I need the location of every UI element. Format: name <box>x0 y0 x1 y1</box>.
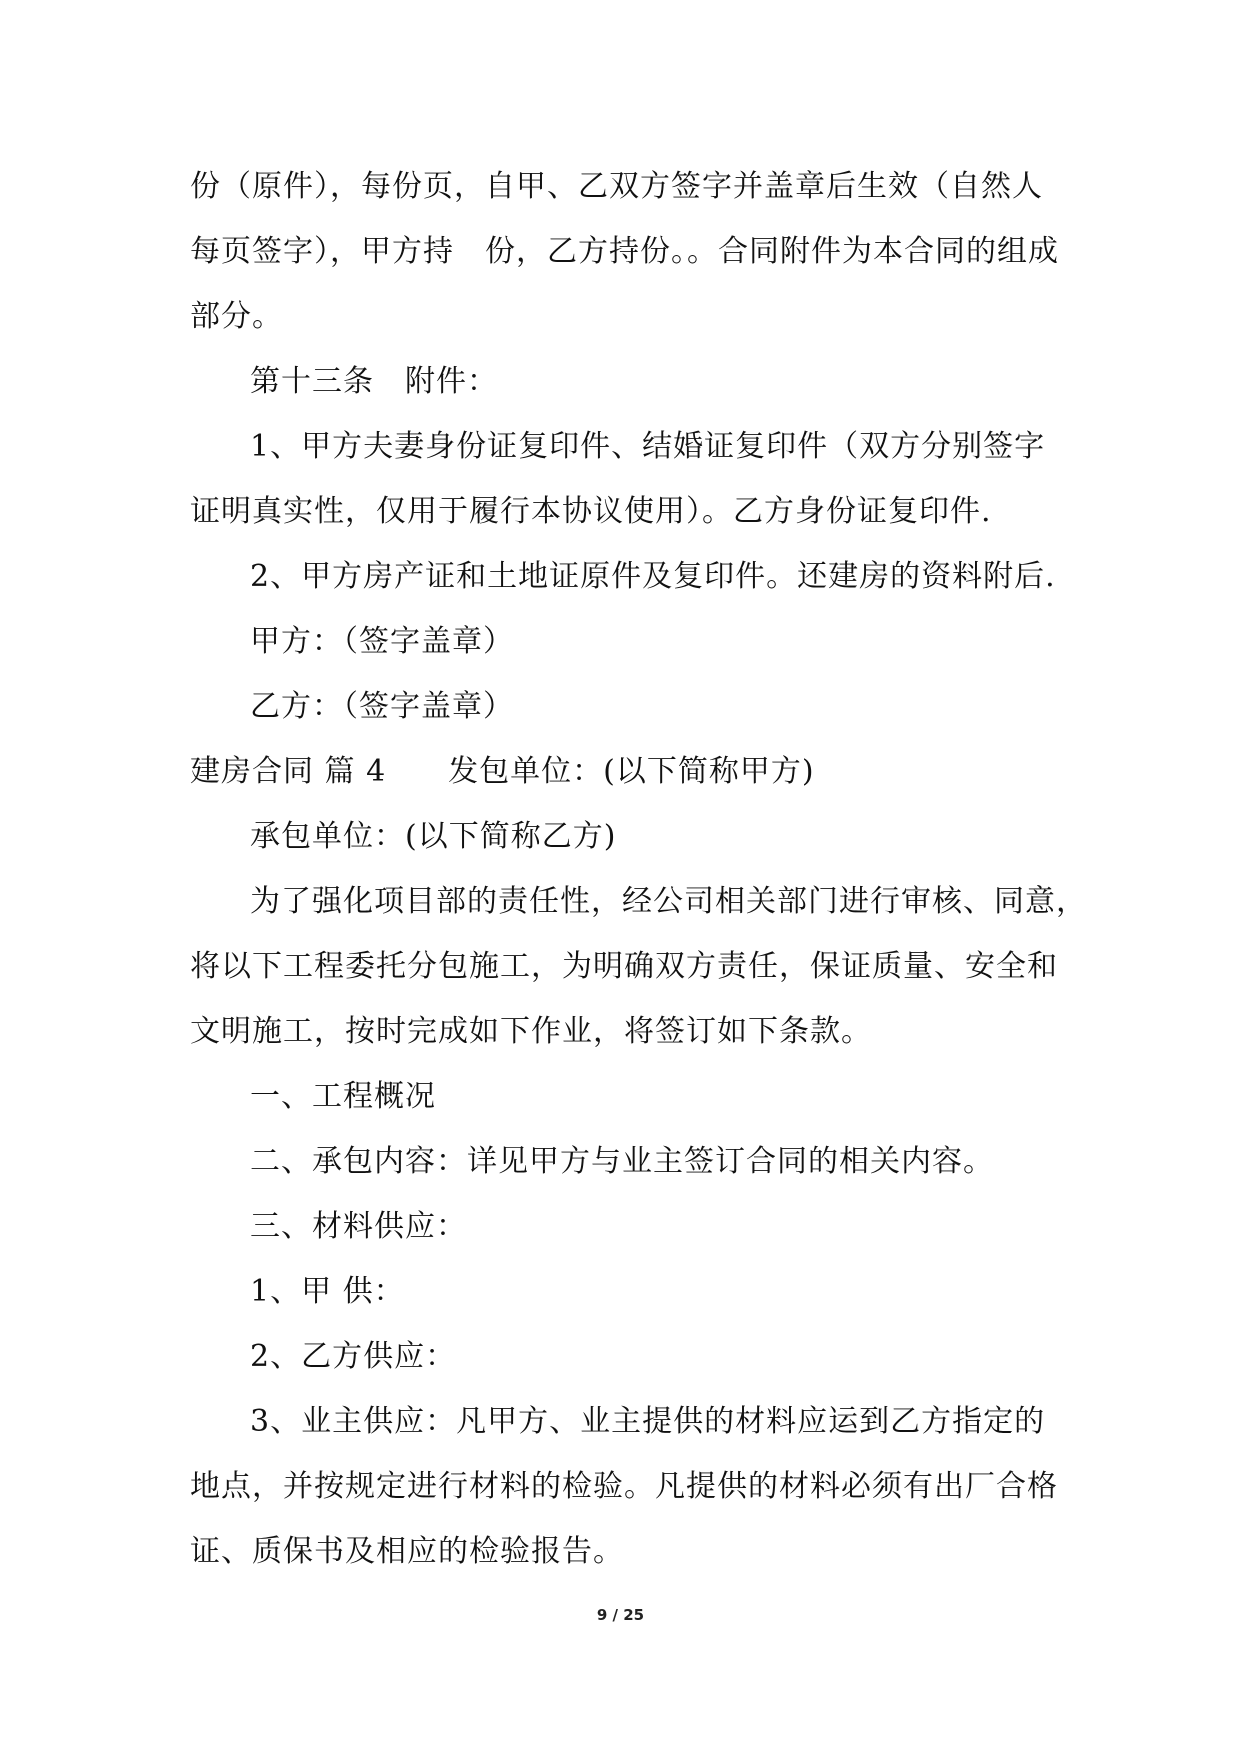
text-line: 证、质保书及相应的检验报告。 <box>190 1534 624 1569</box>
text-line: 份（原件），每份页，自甲、乙双方签字并盖章后生效（自然人 <box>190 169 1043 204</box>
text-line: 2、乙方供应： <box>250 1339 457 1374</box>
text-line: 地点，并按规定进行材料的检验。凡提供的材料必须有出厂合格 <box>190 1469 1058 1504</box>
text-line: 每页签字），甲方持 份，乙方持份。。合同附件为本合同的组成 <box>190 234 1059 269</box>
text-line: 一、工程概况 <box>250 1079 436 1114</box>
text-line: 第十三条 附件： <box>250 364 498 399</box>
text-line: 乙方：（签字盖章） <box>250 689 514 724</box>
text-line: 承包单位：(以下简称乙方) <box>250 819 617 854</box>
text-line: 文明施工，按时完成如下作业，将签订如下条款。 <box>190 1014 872 1049</box>
text-line: 甲方：（签字盖章） <box>250 624 514 659</box>
text-line: 为了强化项目部的责任性，经公司相关部门进行审核、同意， <box>250 884 1087 919</box>
text-line: 1、甲 供： <box>250 1274 405 1309</box>
text-line: 部分。 <box>190 299 283 334</box>
text-line: 建房合同 篇 4 发包单位：(以下简称甲方) <box>190 754 815 789</box>
text-line: 将以下工程委托分包施工，为明确双方责任，保证质量、安全和 <box>190 949 1058 984</box>
page-number: 9 / 25 <box>596 1606 645 1624</box>
text-line: 3、业主供应：凡甲方、业主提供的材料应运到乙方指定的 <box>250 1404 1046 1439</box>
text-line: 证明真实性，仅用于履行本协议使用）。乙方身份证复印件. <box>190 494 992 529</box>
text-line: 2、甲方房产证和土地证原件及复印件。还建房的资料附后. <box>250 559 1056 594</box>
text-line: 三、材料供应： <box>250 1209 467 1244</box>
text-line: 二、承包内容：详见甲方与业主签订合同的相关内容。 <box>250 1144 994 1179</box>
text-line: 1、甲方夫妻身份证复印件、结婚证复印件（双方分别签字 <box>250 429 1046 464</box>
document-body <box>190 154 1087 1584</box>
